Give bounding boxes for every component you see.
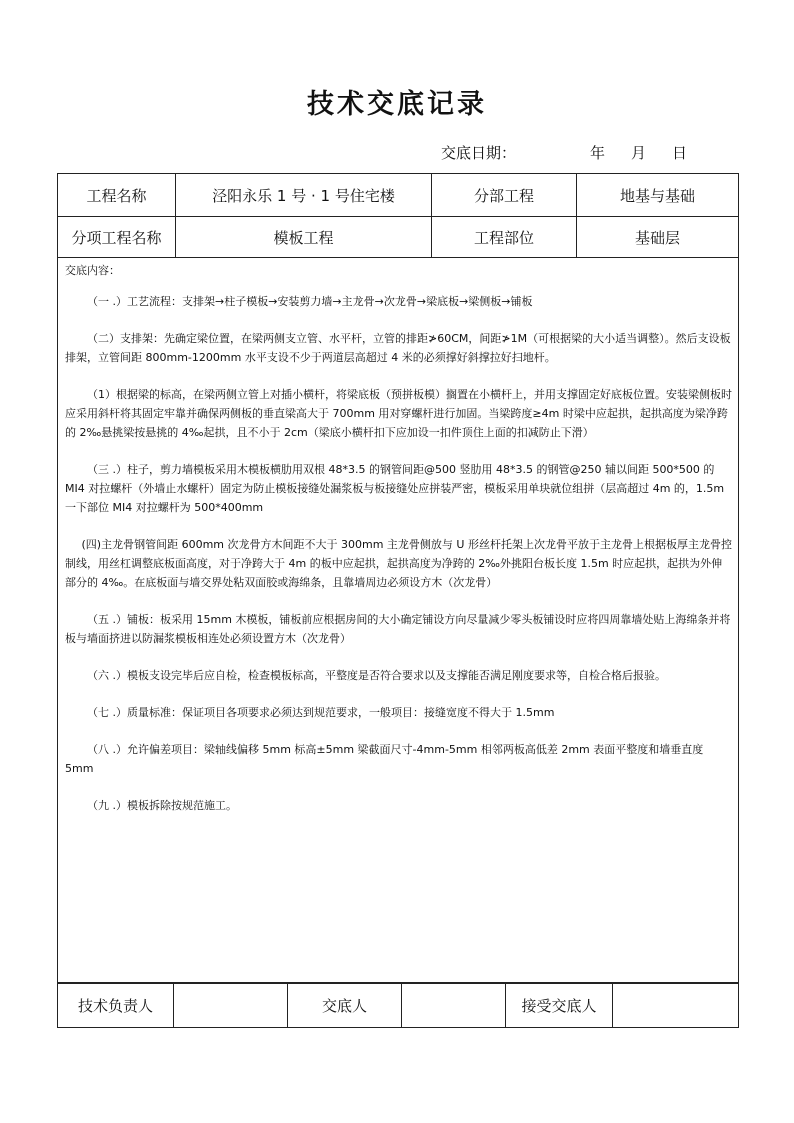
content-paragraph: （九 .）模板拆除按规范施工。 (87, 799, 237, 812)
content-paragraph: （一 .）工艺流程：支排架→柱子模板→安装剪力墙→主龙骨→次龙骨→梁底板→梁侧板→铺板 (87, 295, 533, 308)
disclosure-table (57, 173, 739, 984)
date-label: 交底日期： (441, 144, 517, 162)
content-paragraph: （三 .）柱子，剪力墙模板采用木模板横肋用双根 48*3.5 的钢管间距@500 竖肋用 48*3.5 的钢管@250 辅以间距 500*500 的 MI4 对拉螺杆（外墙止水螺杆）固定为防止模板接缝处漏浆板与板接缝处应拼装严密，模板采用单块就位组拼（层高超过 4m 的，1.5m 一下部位 MI4 对拉螺杆为 500*400mm (65, 463, 725, 514)
header-row-1 (58, 174, 739, 217)
content-paragraph: （七 .）质量标准：保证项目各项要求必须达到规范要求，一般项目：接缝宽度不得大于 1.5mm (87, 706, 555, 719)
location-label: 工程部位 (432, 217, 577, 258)
content-body (58, 258, 738, 815)
date-month: 月 (631, 144, 647, 162)
date-year: 年 (590, 144, 606, 162)
content-cell (58, 258, 739, 984)
subitem-label: 分项工程名称 (58, 217, 176, 258)
date-day: 日 (672, 144, 688, 162)
content-paragraph: (四)主龙骨钢管间距 600mm 次龙骨方木间距不大于 300mm 主龙骨侧放与 U 形丝杆托架上次龙骨平放于主龙骨上根据板厚主龙骨控制线，用丝杠调整底板面高度，对于净跨大于 4m 的板中应起拱，起拱高度为净跨的 2‰外挑阳台板长度 1.5m 时应起拱，起拱为外伸部分的 4‰。在底板面与墙交界处粘双面胶或海绵条，且靠墙周边必须设方木（次龙骨） (65, 538, 732, 589)
signature-table (57, 982, 739, 1028)
receiver-field[interactable] (613, 983, 739, 1028)
presenter-label: 交底人 (288, 983, 402, 1028)
subitem-value: 模板工程 (176, 217, 432, 258)
content-paragraph: （1）根据梁的标高，在梁两侧立管上对插小横杆，将梁底板（预拼板模）搁置在小横杆上，并用支撑固定好底板位置。安装梁侧板时应采用斜杆将其固定牢靠并确保两侧板的垂直梁高大于 700mm 用对穿螺杆进行加固。当梁跨度≥4m 时梁中应起拱，起拱高度为梁净跨的 2‰悬挑梁按悬挑的 4‰起拱，且不小于 2cm（梁底小横杆扣下应加设一扣件顶住上面的扣减防止下滑） (65, 388, 732, 439)
header-row-2 (58, 217, 739, 258)
presenter-field[interactable] (402, 983, 506, 1028)
division-label: 分部工程 (432, 174, 577, 217)
signature-row (58, 983, 739, 1028)
content-paragraph: （六 .）模板支设完毕后应自检，检查模板标高，平整度是否符合要求以及支撑能否满足刚度要求等，自检合格后报验。 (87, 669, 666, 682)
document-title: 技术交底记录 (307, 89, 487, 120)
content-paragraph: （八 .）允许偏差项目：梁轴线偏移 5mm 标高±5mm 梁截面尺寸-4mm-5mm 相邻两板高低差 2mm 表面平整度和墙垂直度 5mm (65, 743, 704, 775)
project-name-label: 工程名称 (58, 174, 176, 217)
receiver-label: 接受交底人 (506, 983, 613, 1028)
content-paragraph: （二）支排架：先确定梁位置，在梁两侧支立管、水平杆，立管的排距≯60CM，间距≯1M（可根据梁的大小适当调整）。然后支设板排架，立管间距 800mm-1200mm 水平支设不少于两道层高超过 4 米的必须撑好斜撑拉好扫地杆。 (65, 332, 731, 364)
content-row (58, 258, 739, 984)
tech-lead-label: 技术负责人 (58, 983, 174, 1028)
content-label: 交底内容： (65, 264, 120, 277)
date-line (441, 142, 687, 163)
project-name-value: 泾阳永乐 1 号 · 1 号住宅楼 (176, 174, 432, 217)
tech-lead-field[interactable] (174, 983, 288, 1028)
content-paragraph: （五 .）铺板：板采用 15mm 木模板，铺板前应根据房间的大小确定铺设方向尽量减少零头板铺设时应将四周靠墙处贴上海绵条并将板与墙面挤进以防漏浆模板相连处必须设置方木（次龙骨） (65, 613, 731, 645)
division-value: 地基与基础 (577, 174, 739, 217)
location-value: 基础层 (577, 217, 739, 258)
